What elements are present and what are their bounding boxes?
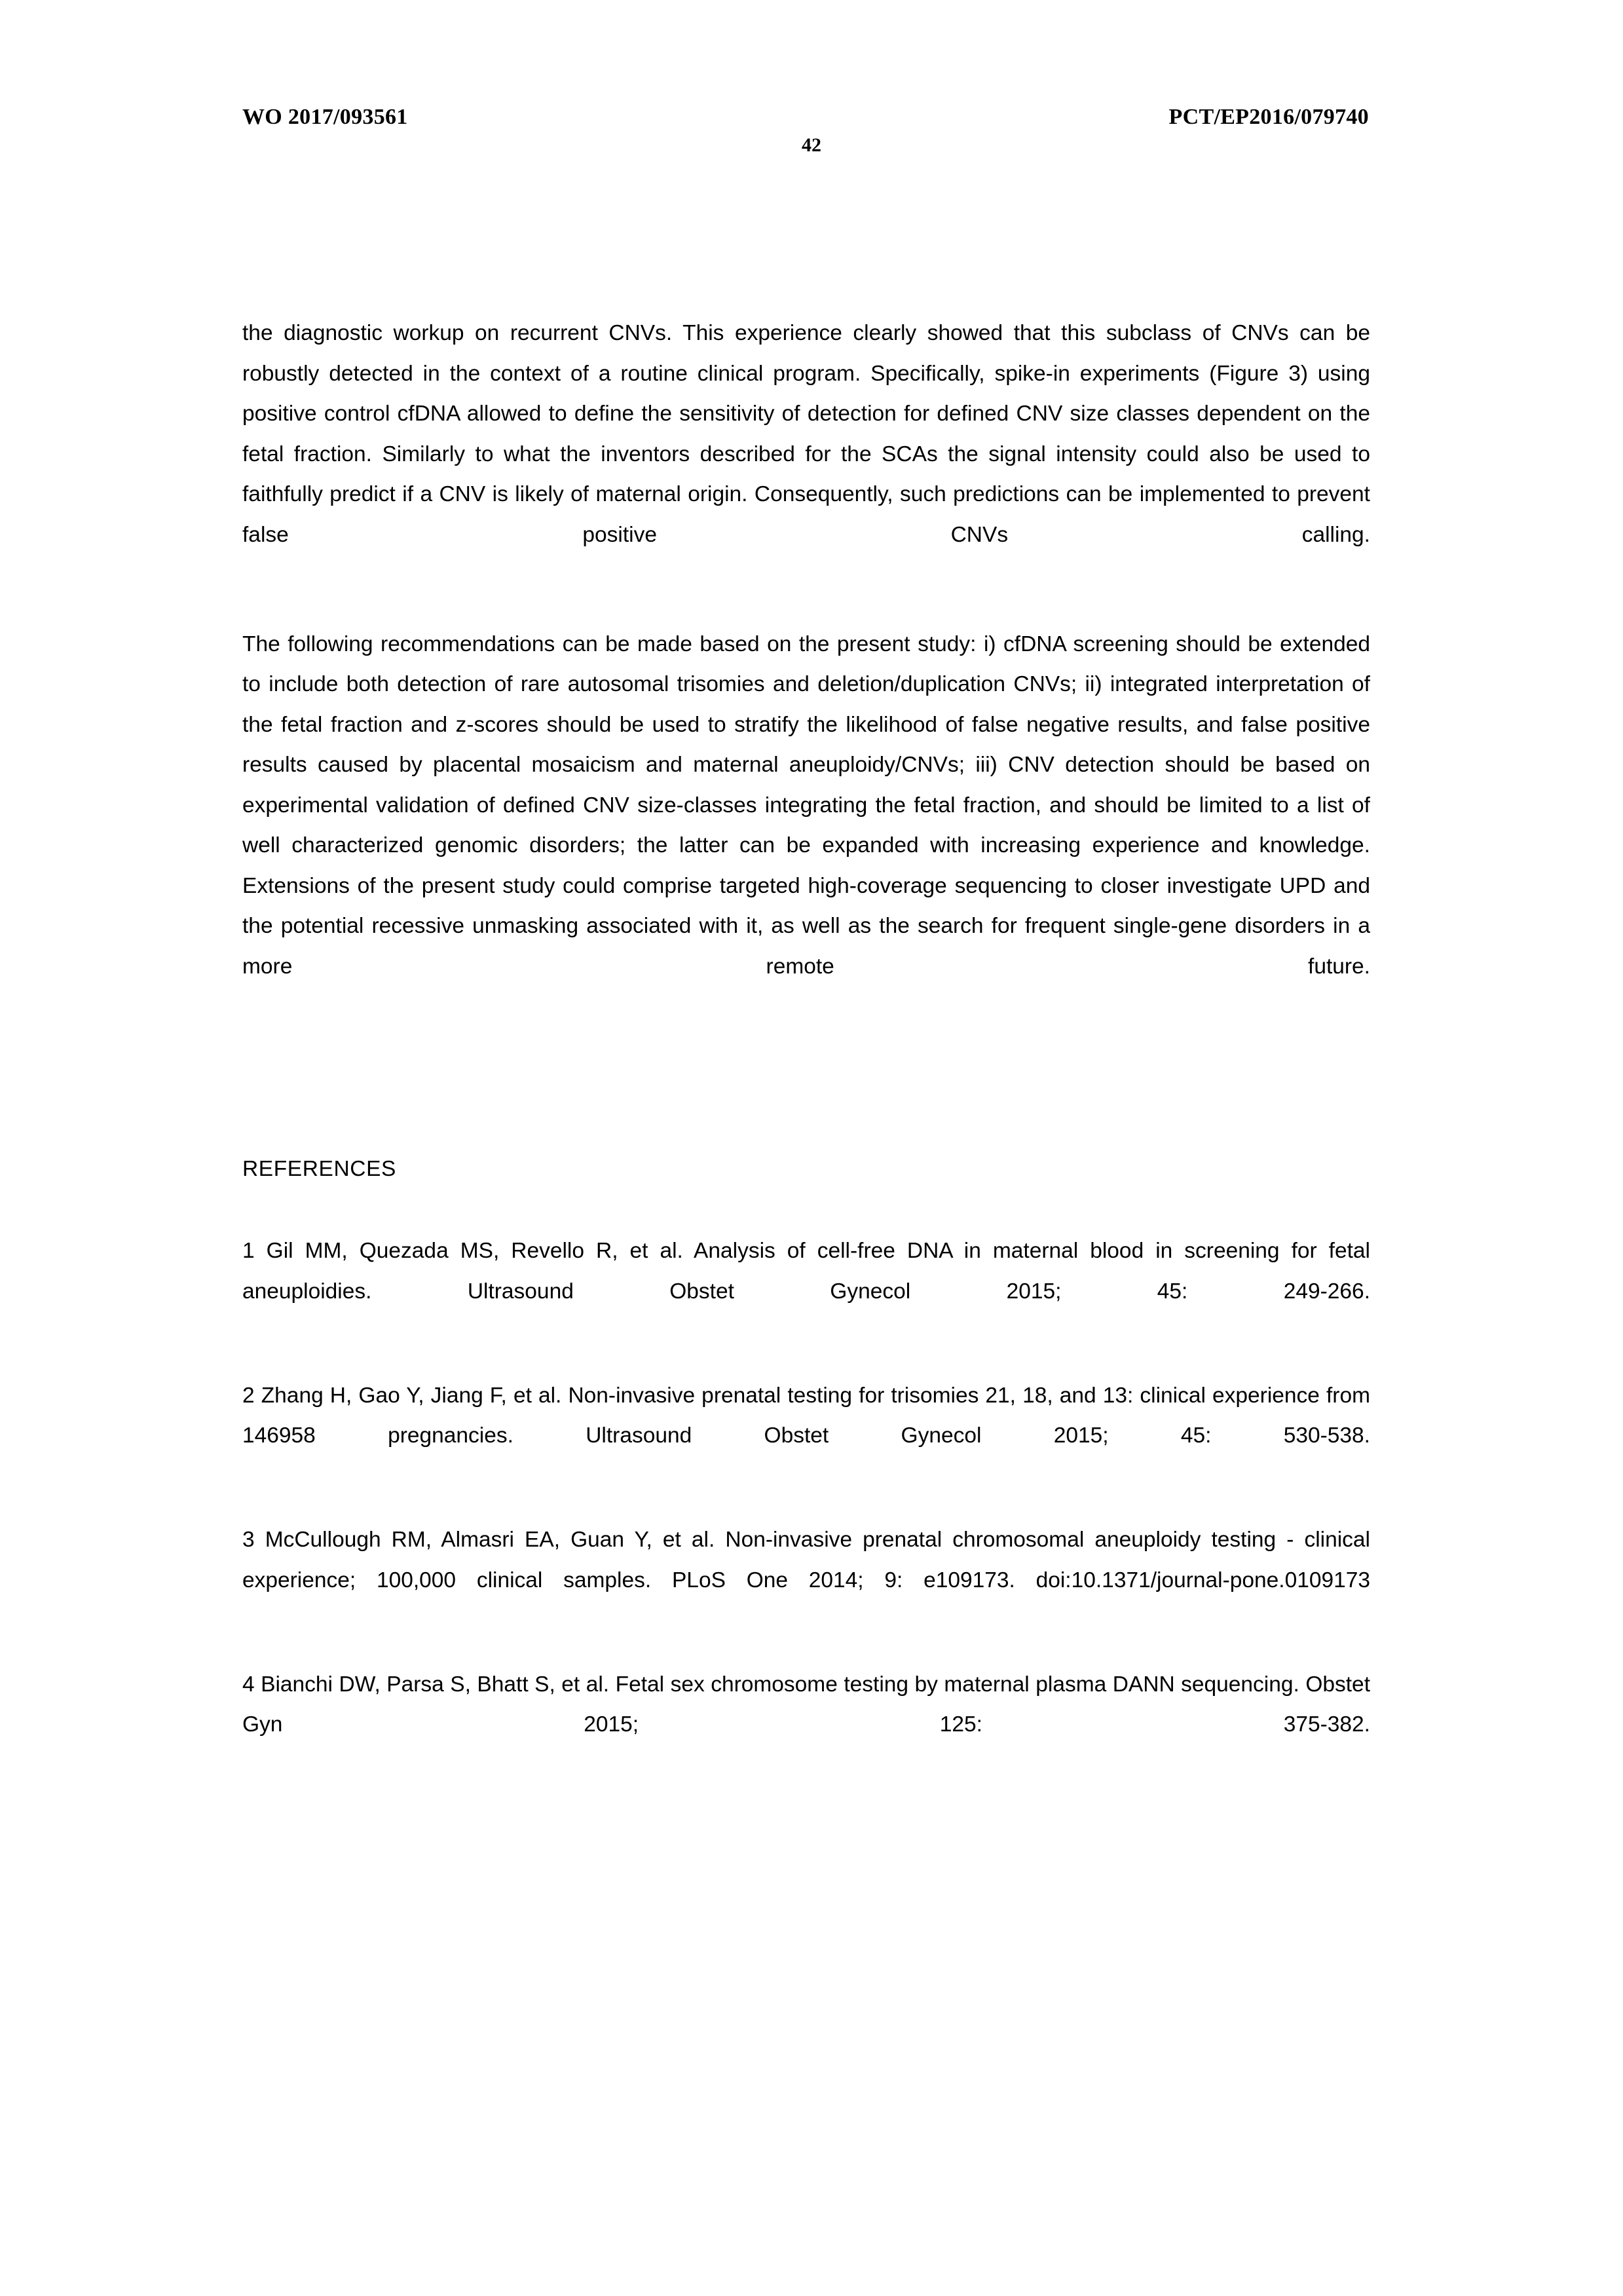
body-text-column xyxy=(242,313,1370,1785)
body-paragraph: The following recommendations can be made based on the present study: i) cfDNA screening should be extended to include both detection of rare autosomal trisomies and deletion/duplication CNVs; ii) integrated interpretation of the fetal fraction and z-scores should be used to stratify the likelihood of false negative results, and false positive results caused by placental mosaicism and maternal aneuploidy/CNVs; iii) CNV detection should be based on experimental validation of defined CNV size-classes integrating the fetal fraction, and should be limited to a list of well characterized genomic disorders; the latter can be expanded with increasing experience and knowledge. Extensions of the present study could comprise targeted high-coverage sequencing to closer investigate UPD and the potential recessive unmasking associated with it, as well as the search for frequent single-gene disorders in a more remote future. xyxy=(242,631,1370,979)
reference-item: 4 Bianchi DW, Parsa S, Bhatt S, et al. Fetal sex chromosome testing by maternal plasma DANN sequencing. Obstet Gyn 2015; 125: 375-382. xyxy=(242,1672,1370,1737)
reference-item: 2 Zhang H, Gao Y, Jiang F, et al. Non-invasive prenatal testing for trisomies 21, 18, and 13: clinical experience from 146958 pregnancies. Ultrasound Obstet Gynecol 2015; 45: 530-538. xyxy=(242,1383,1370,1448)
page-number: 42 xyxy=(802,134,821,156)
reference-item: 3 McCullough RM, Almasri EA, Guan Y, et al. Non-invasive prenatal chromosomal aneuploidy testing - clinical experience; 100,000 clinical samples. PLoS One 2014; 9: e109173. doi:10.1371/journal-pone.0109173 xyxy=(242,1528,1370,1592)
reference-item: 1 Gil MM, Quezada MS, Revello R, et al. Analysis of cell-free DNA in maternal blood in screening for fetal aneuploidies. Ultrasound Obstet Gynecol 2015; 45: 249-266. xyxy=(242,1239,1370,1304)
references-heading: REFERENCES xyxy=(242,1156,396,1181)
section-spacer xyxy=(242,1052,1370,1149)
application-number: PCT/EP2016/079740 xyxy=(1168,105,1369,129)
running-header xyxy=(242,105,1369,130)
body-paragraph: the diagnostic workup on recurrent CNVs. This experience clearly showed that this subclass of CNVs can be robustly detected in the context of a routine clinical program. Specifically, spike-in experiments (Figure 3) using positive control cfDNA allowed to define the sensitivity of detection for defined CNV size classes dependent on the fetal fraction. Similarly to what the inventors described for the SCAs the signal intensity could also be used to faithfully predict if a CNV is likely of maternal origin. Consequently, such predictions can be implemented to prevent false positive CNVs calling. xyxy=(242,321,1370,547)
publication-number: WO 2017/093561 xyxy=(242,105,408,129)
